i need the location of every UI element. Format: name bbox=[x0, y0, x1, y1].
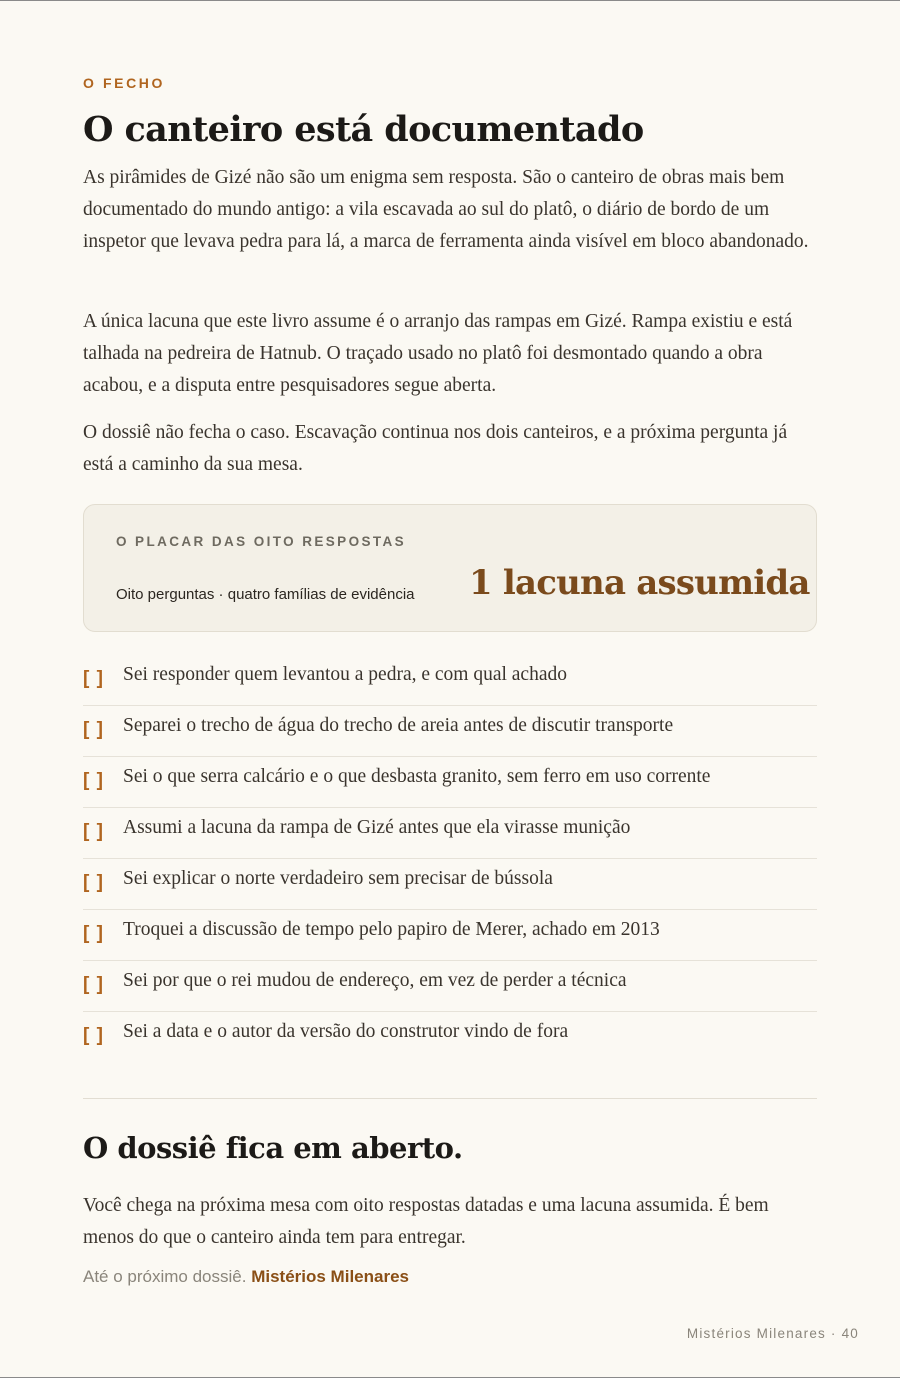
scoreboard-label: O PLACAR DAS OITO RESPOSTAS bbox=[116, 534, 407, 549]
section-divider bbox=[83, 1098, 817, 1099]
checklist-item-text: Sei o que serra calcário e o que desbasta granito, sem ferro em uso corrente bbox=[123, 766, 711, 787]
checkbox[interactable]: [ ] bbox=[83, 668, 104, 689]
signoff-prefix: Até o próximo dossiê. bbox=[83, 1267, 247, 1286]
signoff-brand: Mistérios Milenares bbox=[251, 1267, 409, 1286]
checkbox[interactable]: [ ] bbox=[83, 872, 104, 893]
checklist-item-text: Troquei a discussão de tempo pelo papiro de Merer, achado em 2013 bbox=[123, 919, 660, 940]
checklist-item[interactable] bbox=[83, 706, 817, 757]
checklist-item-text: Sei explicar o norte verdadeiro sem precisar de bússola bbox=[123, 868, 553, 889]
checklist-item[interactable] bbox=[83, 655, 817, 706]
checkbox[interactable]: [ ] bbox=[83, 821, 104, 842]
signoff bbox=[83, 1267, 409, 1287]
checklist-item[interactable] bbox=[83, 859, 817, 910]
checklist-item[interactable] bbox=[83, 808, 817, 859]
page-footer: Mistérios Milenares · 40 bbox=[686, 1326, 859, 1341]
checkbox[interactable]: [ ] bbox=[83, 1025, 104, 1046]
checklist-item-text: Sei a data e o autor da versão do construtor vindo de fora bbox=[123, 1021, 569, 1042]
checkbox[interactable]: [ ] bbox=[83, 923, 104, 944]
checklist-item-text: Separei o trecho de água do trecho de areia antes de discutir transporte bbox=[123, 715, 674, 736]
checkbox[interactable]: [ ] bbox=[83, 719, 104, 740]
checklist-item-text: Sei por que o rei mudou de endereço, em vez de perder a técnica bbox=[123, 970, 627, 991]
checkbox[interactable]: [ ] bbox=[83, 974, 104, 995]
body-paragraph-1: As pirâmides de Gizé não são um enigma sem resposta. São o canteiro de obras mais bem documentado do mundo antigo: a vila escavada ao sul do platô, o diário de bordo de um inspetor que levava pedra para lá, a marca de ferramenta ainda visível em bloco abandonado. bbox=[83, 167, 809, 252]
section-kicker: O FECHO bbox=[83, 75, 165, 91]
checklist-item[interactable] bbox=[83, 757, 817, 808]
closing-paragraph: Você chega na próxima mesa com oito respostas datadas e uma lacuna assumida. É bem menos do que o canteiro ainda tem para entregar. bbox=[83, 1195, 769, 1248]
section-title: O canteiro está documentado bbox=[83, 109, 644, 150]
scoreboard-highlight: 1 lacuna assumida bbox=[469, 563, 810, 603]
checklist-item[interactable] bbox=[83, 1012, 817, 1062]
checklist-item-text: Sei responder quem levantou a pedra, e com qual achado bbox=[123, 664, 567, 685]
scoreboard-card bbox=[83, 504, 817, 632]
checkbox[interactable]: [ ] bbox=[83, 770, 104, 791]
scoreboard-subtitle: Oito perguntas · quatro famílias de evidência bbox=[116, 586, 415, 603]
checklist-item-text: Assumi a lacuna da rampa de Gizé antes que ela virasse munição bbox=[123, 817, 631, 838]
body-paragraph-2: A única lacuna que este livro assume é o arranjo das rampas em Gizé. Rampa existiu e está talhada na pedreira de Hatnub. O traçado usado no platô foi desmontado quando a obra acabou, e a disputa entre pesquisadores segue aberta. bbox=[83, 311, 793, 396]
closing-title: O dossiê fica em aberto. bbox=[83, 1131, 463, 1165]
checklist-item[interactable] bbox=[83, 961, 817, 1012]
checklist bbox=[83, 655, 817, 1062]
body-paragraph-3: O dossiê não fecha o caso. Escavação continua nos dois canteiros, e a próxima pergunta já está a caminho da sua mesa. bbox=[83, 422, 788, 475]
checklist-item[interactable] bbox=[83, 910, 817, 961]
